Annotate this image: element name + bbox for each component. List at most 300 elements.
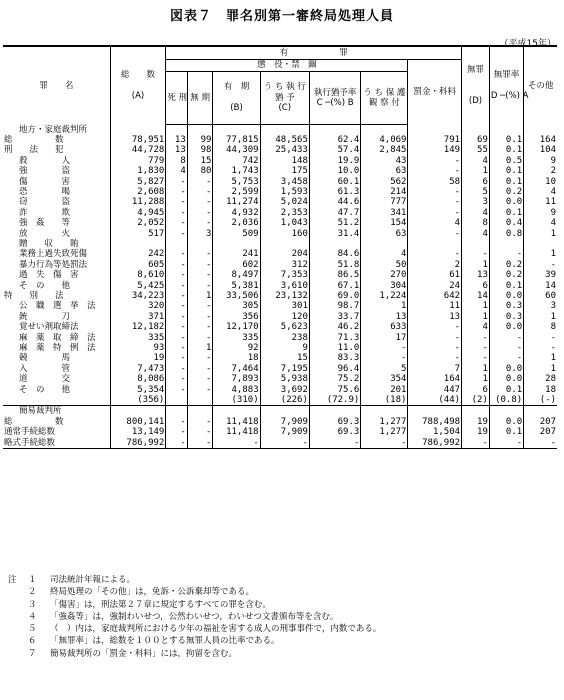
- cell-value: (0.8): [489, 395, 523, 406]
- cell-value: -: [166, 301, 187, 311]
- footnote-item: [8, 586, 381, 598]
- row-label: 過 失 傷 害: [19, 270, 79, 281]
- row-label: 覚せい剤取締法: [19, 322, 79, 333]
- cell-value: [166, 406, 187, 417]
- table-row: [3, 177, 557, 187]
- cell-value: -: [489, 353, 523, 363]
- row-label: 刑 法 犯: [4, 145, 64, 156]
- cell-value: 800,141: [110, 417, 166, 427]
- cell-value: 779: [110, 156, 166, 166]
- cell-value: -: [187, 374, 213, 384]
- cell-value: -: [462, 343, 490, 353]
- cell-value: [166, 125, 187, 135]
- footnote-item: [8, 623, 381, 635]
- cell-value: -: [462, 438, 490, 449]
- footnote-text: 「無罪率」は，総数を１００とする無罪人員の比率である。: [50, 636, 280, 647]
- cell-value: 4: [462, 208, 490, 218]
- cell-value: 4: [524, 218, 557, 228]
- cell-value: 71.3: [309, 333, 360, 343]
- header-probation: う ち 保 護 観 察 付: [361, 72, 408, 125]
- cell-value: 78,951: [110, 135, 166, 145]
- cell-value: 0.2: [489, 187, 523, 197]
- cell-value: 4: [408, 218, 462, 228]
- cell-value: [524, 406, 557, 417]
- cell-value: 43: [361, 156, 408, 166]
- cell-value: 8,610: [110, 270, 166, 280]
- cell-value: [309, 125, 360, 135]
- cell-value: 19: [110, 353, 166, 363]
- cell-value: 14: [462, 291, 490, 301]
- cell-value: 13: [361, 312, 408, 322]
- row-label: [3, 395, 110, 406]
- cell-value: 1: [462, 260, 490, 270]
- cell-value: 562: [361, 177, 408, 187]
- cell-value: 0.3: [489, 301, 523, 311]
- cell-value: -: [489, 343, 523, 353]
- cell-value: 19: [462, 417, 490, 427]
- footnote-number: ７: [28, 648, 37, 659]
- cell-value: 13: [166, 145, 187, 155]
- cell-value: 2,608: [110, 187, 166, 197]
- cell-value: 5,938: [260, 374, 309, 384]
- cell-value: 11: [408, 301, 462, 311]
- cell-value: 642: [408, 291, 462, 301]
- cell-value: 48,565: [260, 135, 309, 145]
- table-row: [3, 125, 557, 135]
- header-fine: 罰金・科料: [408, 60, 462, 125]
- cell-value: 777: [361, 197, 408, 207]
- header-acquit: 無罪 (D): [462, 46, 490, 125]
- cell-value: -: [408, 187, 462, 197]
- table-row: [3, 395, 557, 406]
- cell-value: 11,288: [110, 197, 166, 207]
- header-guilty: 有 罪: [166, 46, 462, 60]
- cell-value: 11,274: [213, 197, 260, 207]
- cell-value: 19: [462, 427, 490, 437]
- table-row: [3, 333, 557, 343]
- footnote-label: [8, 635, 28, 647]
- cell-value: -: [187, 281, 213, 291]
- row-label: 強 盗: [19, 166, 71, 177]
- cell-value: [166, 239, 187, 249]
- cell-value: 786,992: [408, 438, 462, 449]
- table-row: [3, 427, 557, 437]
- cell-value: 5,623: [260, 322, 309, 332]
- cell-value: 1,224: [361, 291, 408, 301]
- cell-value: -: [166, 364, 187, 374]
- cell-value: 0.1: [489, 145, 523, 155]
- cell-value: -: [408, 229, 462, 239]
- cell-value: -: [524, 333, 557, 343]
- header-other: その他: [524, 46, 557, 125]
- footnotes: [8, 574, 381, 660]
- cell-value: 80: [187, 166, 213, 176]
- cell-value: 0.1: [489, 427, 523, 437]
- cell-value: -: [462, 249, 490, 259]
- cell-value: 44.6: [309, 197, 360, 207]
- row-label: 殺 人: [19, 155, 71, 166]
- cell-value: 1,504: [408, 427, 462, 437]
- cell-value: 9: [260, 343, 309, 353]
- cell-value: (226): [260, 395, 309, 406]
- table-row: [3, 312, 557, 322]
- cell-value: 3,610: [260, 281, 309, 291]
- cell-value: 7,909: [260, 427, 309, 437]
- row-label: 通常手続総数: [4, 427, 56, 438]
- cell-value: 98.7: [309, 301, 360, 311]
- cell-value: -: [489, 249, 523, 259]
- row-label: そ の 他: [19, 280, 71, 291]
- row-label: そ の 他: [19, 384, 71, 395]
- cell-value: [408, 125, 462, 135]
- cell-value: 12,170: [213, 322, 260, 332]
- cell-value: 15: [187, 156, 213, 166]
- cell-value: -: [187, 249, 213, 259]
- cell-value: 3,458: [260, 177, 309, 187]
- cell-value: 6: [462, 281, 490, 291]
- cell-value: -: [524, 260, 557, 270]
- cell-value: 2: [408, 260, 462, 270]
- cell-value: 7,473: [110, 364, 166, 374]
- footnote-text: 簡易裁判所の「罰金・科料」には，拘留を含む。: [50, 648, 238, 659]
- cell-value: 201: [361, 385, 408, 395]
- cell-value: (310): [213, 395, 260, 406]
- cell-value: 44,728: [110, 145, 166, 155]
- cell-value: -: [408, 166, 462, 176]
- footnote-text: 終局処理の「その他」は，免訴・公訴棄却等である。: [50, 587, 255, 598]
- cell-value: -: [166, 270, 187, 280]
- cell-value: [260, 239, 309, 249]
- cell-value: -: [260, 438, 309, 449]
- cell-value: 50: [361, 260, 408, 270]
- cell-value: 1,830: [110, 166, 166, 176]
- cell-value: 1: [462, 364, 490, 374]
- cell-value: [187, 406, 213, 417]
- cell-value: 69.3: [309, 427, 360, 437]
- cell-value: 1: [361, 301, 408, 311]
- cell-value: -: [408, 353, 462, 363]
- cell-value: -: [166, 229, 187, 239]
- table-row: [3, 281, 557, 291]
- cell-value: -: [489, 333, 523, 343]
- cell-value: 2: [524, 166, 557, 176]
- cell-value: 10: [524, 177, 557, 187]
- row-label: 銃 刀: [19, 311, 71, 322]
- cell-value: 51.8: [309, 260, 360, 270]
- footnote-label: [8, 623, 28, 635]
- footnote-number: ４: [28, 611, 37, 622]
- cell-value: -: [166, 343, 187, 353]
- row-label: 詐 欺: [19, 207, 71, 218]
- cell-value: 5,753: [213, 177, 260, 187]
- table-row: [3, 301, 557, 311]
- cell-value: 2,845: [361, 145, 408, 155]
- table-row: [3, 291, 557, 301]
- cell-value: 371: [110, 312, 166, 322]
- row-label: 略式手続総数: [3, 438, 110, 449]
- table-row: [3, 385, 557, 395]
- cell-value: 44,309: [213, 145, 260, 155]
- cell-value: 517: [110, 229, 166, 239]
- cell-value: 633: [361, 322, 408, 332]
- cell-value: 4: [524, 187, 557, 197]
- cell-value: -: [187, 438, 213, 449]
- cell-value: 25,433: [260, 145, 309, 155]
- row-label: 恐 喝: [19, 186, 71, 197]
- cell-value: 509: [213, 229, 260, 239]
- row-label: 傷 害: [19, 176, 71, 187]
- footnote-number: ３: [28, 599, 37, 610]
- cell-value: -: [166, 312, 187, 322]
- cell-value: [489, 125, 523, 135]
- cell-value: 149: [408, 145, 462, 155]
- era-label: （平成15年）: [499, 39, 556, 49]
- cell-value: [110, 125, 166, 135]
- cell-value: 4,932: [213, 208, 260, 218]
- cell-value: 7,353: [260, 270, 309, 280]
- cell-value: (44): [408, 395, 462, 406]
- cell-value: -: [187, 187, 213, 197]
- header-total: 総 数 (A): [110, 46, 166, 125]
- table-row: [3, 353, 557, 363]
- cell-value: [361, 239, 408, 249]
- table-row: [3, 187, 557, 197]
- cell-value: 1: [462, 166, 490, 176]
- cell-value: 75.6: [309, 385, 360, 395]
- footnote-label: [8, 648, 28, 660]
- row-label: 入 管: [19, 363, 71, 374]
- cell-value: 83.3: [309, 353, 360, 363]
- cell-value: 17: [361, 333, 408, 343]
- cell-value: 1,043: [260, 218, 309, 228]
- cell-value: 238: [260, 333, 309, 343]
- cell-value: 2,052: [110, 218, 166, 228]
- cell-value: -: [187, 301, 213, 311]
- cell-value: 77,815: [213, 135, 260, 145]
- cell-value: 7,893: [213, 374, 260, 384]
- cell-value: 1,743: [213, 166, 260, 176]
- cell-value: 0.2: [489, 270, 523, 280]
- cell-value: 3,692: [260, 385, 309, 395]
- cell-value: (2): [462, 395, 490, 406]
- cell-value: 0.1: [489, 281, 523, 291]
- cell-value: [524, 125, 557, 135]
- header-term: 有 期 (B): [213, 72, 260, 125]
- cell-value: 5,024: [260, 197, 309, 207]
- cell-value: 7,464: [213, 364, 260, 374]
- cell-value: 98: [187, 145, 213, 155]
- cell-value: 19.9: [309, 156, 360, 166]
- cell-value: (72.9): [309, 395, 360, 406]
- cell-value: 24: [408, 281, 462, 291]
- cell-value: 84.6: [309, 249, 360, 259]
- cell-value: 1: [462, 374, 490, 384]
- cell-value: 8: [462, 218, 490, 228]
- row-label: 競 馬: [19, 353, 71, 364]
- cell-value: (356): [110, 395, 166, 406]
- cell-value: 3: [462, 197, 490, 207]
- cell-value: -: [187, 353, 213, 363]
- cell-value: 60: [524, 291, 557, 301]
- cell-value: (18): [361, 395, 408, 406]
- row-label: 暴力行為等処罰法: [19, 259, 88, 270]
- cell-value: -: [187, 197, 213, 207]
- cell-value: 1: [524, 312, 557, 322]
- cell-value: 0.8: [489, 229, 523, 239]
- cell-value: -: [166, 260, 187, 270]
- cell-value: [361, 125, 408, 135]
- cell-value: -: [166, 218, 187, 228]
- cell-value: 335: [110, 333, 166, 343]
- cell-value: 0.3: [489, 312, 523, 322]
- cell-value: -: [166, 249, 187, 259]
- footnote-number: ６: [28, 636, 37, 647]
- cell-value: [408, 239, 462, 249]
- cell-value: 3: [524, 301, 557, 311]
- header-suspension-rate: 執行猶予率 C ─(%) B: [309, 72, 360, 125]
- cell-value: 0.1: [489, 177, 523, 187]
- cell-value: 67.1: [309, 281, 360, 291]
- cell-value: 8,086: [110, 374, 166, 384]
- cell-value: 320: [110, 301, 166, 311]
- header-life: 無 期: [187, 72, 213, 125]
- cell-value: 69.0: [309, 291, 360, 301]
- cell-value: [524, 239, 557, 249]
- table-row: [3, 406, 557, 417]
- cell-value: -: [408, 249, 462, 259]
- cell-value: [361, 406, 408, 417]
- header-death: 死 刑: [166, 72, 187, 125]
- cell-value: 1: [187, 343, 213, 353]
- cell-value: 301: [260, 301, 309, 311]
- cell-value: 39: [524, 270, 557, 280]
- cell-value: 9: [524, 156, 557, 166]
- cell-value: 10.0: [309, 166, 360, 176]
- cell-value: 214: [361, 187, 408, 197]
- cell-value: 335: [213, 333, 260, 343]
- cell-value: 5,354: [110, 385, 166, 395]
- cell-value: 1: [462, 312, 490, 322]
- cell-value: 154: [361, 218, 408, 228]
- cell-value: -: [408, 208, 462, 218]
- cell-value: 46.2: [309, 322, 360, 332]
- cell-value: 5: [361, 364, 408, 374]
- footnote-label: [8, 611, 28, 623]
- cell-value: 61: [408, 270, 462, 280]
- cell-value: 148: [260, 156, 309, 166]
- cell-value: -: [166, 291, 187, 301]
- row-label: 総 数: [4, 416, 64, 427]
- cell-value: 9: [524, 208, 557, 218]
- table-row: [3, 364, 557, 374]
- cell-value: 6: [462, 385, 490, 395]
- row-label: 特 別 法: [4, 291, 64, 301]
- cell-value: 241: [213, 249, 260, 259]
- row-label: 総 数: [4, 134, 64, 145]
- cell-value: 175: [260, 166, 309, 176]
- cell-value: -: [361, 343, 408, 353]
- cell-value: 312: [260, 260, 309, 270]
- cell-value: 1: [187, 291, 213, 301]
- table-row: [3, 239, 557, 249]
- cell-value: -: [187, 208, 213, 218]
- table-row: [3, 218, 557, 228]
- cell-value: -: [166, 385, 187, 395]
- table-row: [3, 260, 557, 270]
- row-label: 強 姦 等: [19, 218, 71, 229]
- footnote-item: [8, 635, 381, 647]
- cell-value: 18: [524, 385, 557, 395]
- cell-value: 605: [110, 260, 166, 270]
- footnote-number: ５: [28, 624, 37, 635]
- table-row: [3, 322, 557, 332]
- footnote-item: [8, 599, 381, 611]
- cell-value: 304: [361, 281, 408, 291]
- cell-value: 1,277: [361, 417, 408, 427]
- cell-value: 86.5: [309, 270, 360, 280]
- cell-value: 18: [213, 353, 260, 363]
- row-label: 地方・家庭裁判所: [19, 124, 88, 135]
- table-row: [3, 197, 557, 207]
- cell-value: 4,069: [361, 135, 408, 145]
- cell-value: 2,599: [213, 187, 260, 197]
- row-label: 放 火: [19, 228, 71, 239]
- cell-value: 2,353: [260, 208, 309, 218]
- cell-value: 4: [462, 156, 490, 166]
- cell-value: 34,223: [110, 291, 166, 301]
- cell-value: -: [408, 333, 462, 343]
- cell-value: [213, 125, 260, 135]
- cell-value: 8,497: [213, 270, 260, 280]
- table-row: [3, 166, 557, 176]
- cell-value: 33.7: [309, 312, 360, 322]
- cell-value: -: [187, 364, 213, 374]
- cell-value: [260, 125, 309, 135]
- cell-value: [166, 395, 187, 406]
- cell-value: 7,909: [260, 417, 309, 427]
- table-row: [3, 374, 557, 384]
- cell-value: -: [462, 333, 490, 343]
- cell-value: -: [309, 438, 360, 449]
- cell-value: [213, 239, 260, 249]
- cell-value: 164: [524, 135, 557, 145]
- cell-value: 28: [524, 374, 557, 384]
- cell-value: 57.4: [309, 145, 360, 155]
- cell-value: 11: [524, 197, 557, 207]
- cell-value: 93: [110, 343, 166, 353]
- cell-value: [110, 239, 166, 249]
- cell-value: -: [408, 156, 462, 166]
- cell-value: 2,036: [213, 218, 260, 228]
- cell-value: 13,149: [110, 427, 166, 437]
- footnote-text: 司法統計年報による。: [50, 575, 136, 585]
- cell-value: -: [187, 218, 213, 228]
- cell-value: 7: [408, 364, 462, 374]
- cell-value: [187, 395, 213, 406]
- cell-value: 104: [524, 145, 557, 155]
- cell-value: -: [166, 177, 187, 187]
- table-row: [3, 156, 557, 166]
- cell-value: 99: [187, 135, 213, 145]
- cell-value: 4,945: [110, 208, 166, 218]
- cell-value: 1: [524, 353, 557, 363]
- table-row: [3, 145, 557, 155]
- footnote-label: [8, 599, 28, 611]
- cell-value: 0.0: [489, 322, 523, 332]
- header-imprisonment: 懲 役・禁 錮: [166, 60, 408, 72]
- cell-value: 8: [166, 156, 187, 166]
- row-label: 麻 薬 特 例 法: [19, 343, 96, 354]
